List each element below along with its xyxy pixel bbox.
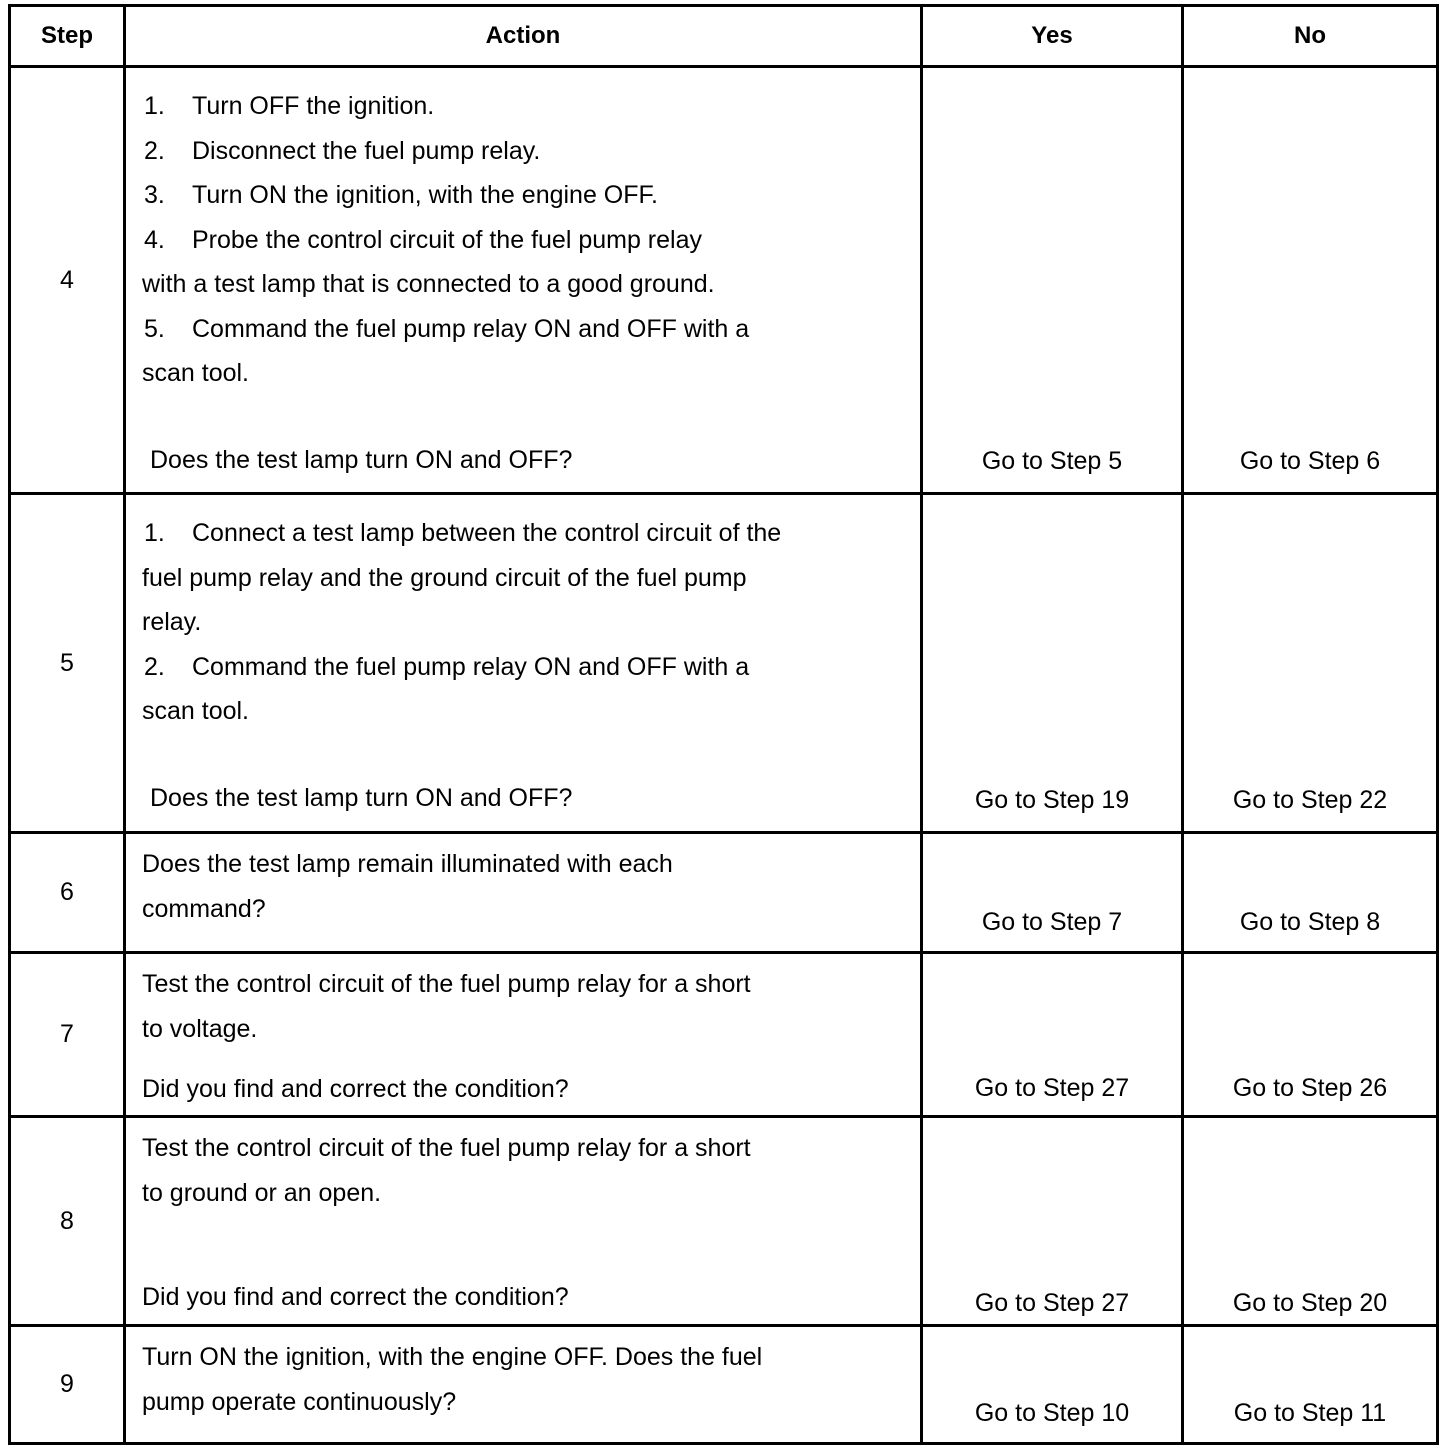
no-result: Go to Step 26	[1232, 1074, 1388, 1102]
yes-result-cell	[922, 1326, 1183, 1444]
action-step-number: 4.	[144, 225, 165, 254]
action-text: Command the fuel pump relay ON and OFF with a	[192, 652, 750, 681]
action-line	[142, 842, 920, 887]
action-line	[142, 262, 920, 307]
action-line	[142, 511, 920, 556]
yes-result: Go to Step 27	[974, 1289, 1130, 1317]
action-text: Turn ON the ignition, with the engine OFF.	[192, 181, 658, 209]
action-text: Test the control circuit of the fuel pump relay for a short	[142, 1134, 751, 1162]
action-text: Connect a test lamp between the control circuit of the	[192, 519, 782, 547]
action-text: to voltage.	[142, 1014, 258, 1043]
action-line	[142, 1126, 920, 1171]
yes-result: Go to Step 7	[981, 908, 1123, 936]
action-cell	[125, 953, 922, 1117]
header-row	[10, 6, 1438, 67]
action-text: Probe the control circuit of the fuel pump relay	[192, 225, 702, 254]
step-number: 8	[10, 1117, 125, 1326]
no-result-cell	[1183, 833, 1438, 953]
yes-result: Go to Step 27	[974, 1074, 1130, 1102]
action-question: Did you find and correct the condition?	[142, 1283, 569, 1311]
action-text: Disconnect the fuel pump relay.	[192, 136, 541, 165]
action-text: scan tool.	[142, 697, 250, 725]
action-line	[142, 962, 920, 1007]
table-row	[10, 833, 1438, 953]
table-row	[10, 1326, 1438, 1444]
action-question: Did you find and correct the condition?	[142, 1075, 569, 1103]
header-step: Step	[10, 6, 125, 67]
action-question: Does the test lamp turn ON and OFF?	[150, 783, 573, 812]
action-text: pump operate continuously?	[142, 1387, 457, 1416]
header-yes: Yes	[922, 6, 1183, 67]
action-line	[142, 689, 920, 734]
step-number: 6	[10, 833, 125, 953]
action-line	[142, 351, 920, 396]
action-step-number: 2.	[144, 136, 165, 165]
table-row	[10, 953, 1438, 1117]
yes-result-cell	[922, 1117, 1183, 1326]
no-result-cell	[1183, 953, 1438, 1117]
action-text: Test the control circuit of the fuel pump relay for a short	[142, 970, 751, 998]
action-line	[142, 1335, 920, 1380]
no-result-cell	[1183, 494, 1438, 833]
no-result-cell	[1183, 1326, 1438, 1444]
action-question: Does the test lamp turn ON and OFF?	[150, 445, 573, 474]
yes-result: Go to Step 19	[974, 786, 1130, 814]
step-number: 9	[10, 1326, 125, 1444]
header-no: No	[1183, 6, 1438, 67]
action-line	[142, 645, 920, 690]
action-line	[142, 84, 920, 129]
action-text: scan tool.	[142, 359, 250, 387]
action-line	[142, 1171, 920, 1216]
action-line	[142, 1380, 920, 1425]
action-text: to ground or an open.	[142, 1178, 382, 1207]
action-text: Turn OFF the ignition.	[192, 92, 435, 120]
action-text: relay.	[142, 608, 202, 636]
action-line	[142, 887, 920, 932]
action-step-number: 1.	[144, 519, 165, 547]
action-text: Command the fuel pump relay ON and OFF with a	[192, 314, 750, 343]
action-line	[142, 129, 920, 174]
action-line	[142, 1007, 920, 1052]
no-result: Go to Step 11	[1233, 1399, 1387, 1427]
action-line	[142, 307, 920, 352]
no-result: Go to Step 6	[1239, 447, 1381, 475]
header-action: Action	[125, 6, 922, 67]
yes-result-cell	[922, 953, 1183, 1117]
table-row	[10, 494, 1438, 833]
action-cell	[125, 67, 922, 494]
step-number: 7	[10, 953, 125, 1117]
action-cell	[125, 833, 922, 953]
table-row	[10, 1117, 1438, 1326]
no-result: Go to Step 22	[1232, 786, 1388, 814]
yes-result-cell	[922, 67, 1183, 494]
action-text: with a test lamp that is connected to a good ground.	[142, 270, 715, 298]
action-step-number: 1.	[144, 92, 165, 120]
step-number: 4	[10, 67, 125, 494]
action-text: fuel pump relay and the ground circuit of the fuel pump	[142, 563, 747, 592]
diagnostic-table	[8, 4, 1439, 1445]
action-text: Does the test lamp remain illuminated with each	[142, 850, 673, 878]
action-text: Turn ON the ignition, with the engine OFF. Does the fuel	[142, 1343, 763, 1371]
yes-result-cell	[922, 833, 1183, 953]
yes-result: Go to Step 10	[974, 1399, 1130, 1427]
action-step-number: 3.	[144, 181, 165, 209]
no-result-cell	[1183, 1117, 1438, 1326]
no-result: Go to Step 20	[1232, 1289, 1388, 1317]
action-cell	[125, 494, 922, 833]
no-result: Go to Step 8	[1239, 908, 1381, 936]
action-cell	[125, 1326, 922, 1444]
action-line	[142, 556, 920, 601]
step-number: 5	[10, 494, 125, 833]
action-step-number: 2.	[144, 652, 165, 681]
action-step-number: 5.	[144, 314, 165, 343]
no-result-cell	[1183, 67, 1438, 494]
action-line	[142, 218, 920, 263]
table-row	[10, 67, 1438, 494]
action-cell	[125, 1117, 922, 1326]
action-line	[142, 173, 920, 218]
yes-result: Go to Step 5	[981, 447, 1123, 475]
action-text: command?	[142, 894, 266, 923]
yes-result-cell	[922, 494, 1183, 833]
action-line	[142, 600, 920, 645]
